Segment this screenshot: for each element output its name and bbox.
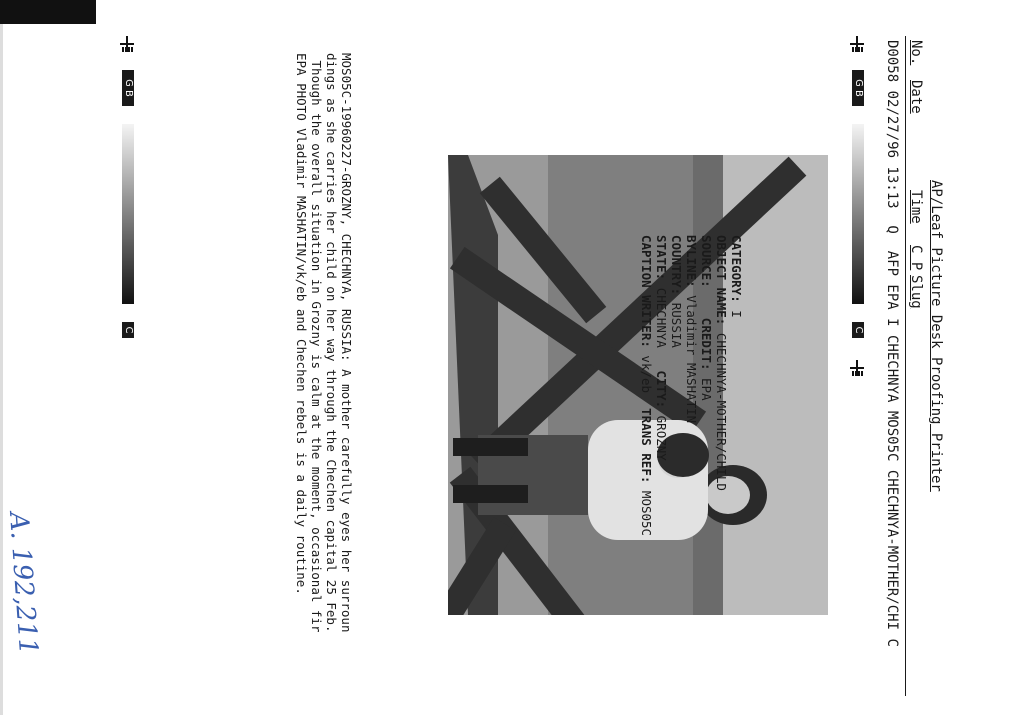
caption-line: MOS05C-19960227-GROZNY, CHECHNYA, RUSSIA: A mother carefully eyes her surroun (339, 53, 354, 633)
registration-c-label-bottom: C (122, 322, 134, 338)
column-header-slug: Slug (908, 275, 924, 309)
metadata-object-name: OBJECT NAME: CHECHNYA-MOTHER/CHILD (714, 235, 729, 491)
registration-gb-label: G B (852, 70, 864, 106)
column-header-time: Time (908, 190, 924, 224)
metadata-state-city: STATE: CHECHNYA CITY: GROZNY (654, 235, 669, 461)
photo-metadata (639, 235, 744, 536)
caption-line: dings as she carries her child on her way through the Chechen capital 25 Feb. (324, 53, 339, 633)
metadata-byline: BYLINE: Vladimir MASHATIN (684, 235, 699, 424)
registration-cross-icon (850, 360, 864, 376)
registration-cross-icon (850, 36, 864, 52)
metadata-caption-writer: CAPTION WRITER: vk/eb TRANS REF: MOS05C (639, 235, 654, 537)
header-rule (905, 36, 906, 696)
caption-line: Though the overall situation in Grozny is calm at the moment, occasional fir (309, 53, 324, 633)
column-header-no: No. (908, 40, 924, 66)
metadata-source-credit: SOURCE: CREDIT: EPA (699, 235, 714, 401)
record-line: D0058 02/27/96 13:13 Q AFP EPA I CHECHNYA MOS05C CHECHNYA-MOTHER/CHI C (884, 40, 900, 647)
column-header-date: Date (908, 80, 924, 114)
grayscale-gradient-bar (852, 124, 864, 304)
photo-caption (294, 53, 354, 632)
metadata-country: COUNTRY: RUSSIA (669, 235, 684, 348)
column-header-cp: C P (908, 245, 924, 271)
printer-title: AP/Leaf Picture Desk Proofing Printer (928, 180, 944, 492)
registration-gb-label-bottom: G B (122, 70, 134, 106)
metadata-category: CATEGORY: I (729, 235, 744, 318)
caption-line: EPA PHOTO Vladimir MASHATIN/vk/eb and Chechen rebels is a daily routine. (294, 53, 309, 595)
registration-c-label: C (852, 322, 864, 338)
grayscale-gradient-bar-bottom (122, 124, 134, 304)
photo-mother-child (448, 155, 828, 615)
handwritten-note: A. 192,211 (3, 511, 43, 656)
registration-cross-icon (120, 36, 134, 52)
news-photo (448, 155, 828, 615)
